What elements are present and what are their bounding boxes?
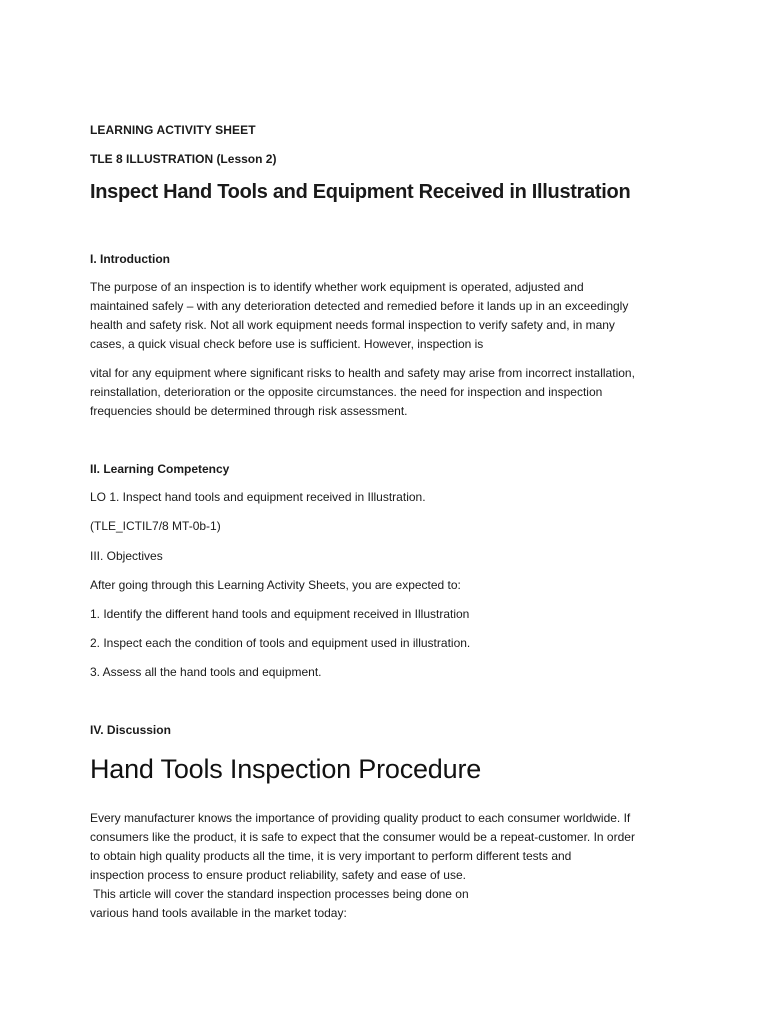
paragraph-line: inspection process to ensure product reliability, safety and ease of use. bbox=[90, 868, 466, 882]
document-title: Inspect Hand Tools and Equipment Received in Illustration bbox=[90, 181, 631, 203]
introduction-paragraph-2 bbox=[90, 364, 682, 421]
competency-code: (TLE_ICTIL7/8 MT-0b-1) bbox=[90, 519, 221, 533]
introduction-heading: I. Introduction bbox=[90, 252, 170, 266]
competency-heading: II. Learning Competency bbox=[90, 462, 230, 476]
lesson-label: TLE 8 ILLUSTRATION (Lesson 2) bbox=[90, 152, 277, 166]
objectives-heading: III. Objectives bbox=[90, 549, 163, 563]
objectives-intro: After going through this Learning Activity Sheets, you are expected to: bbox=[90, 578, 461, 592]
paragraph-line: health and safety risk. Not all work equipment needs formal inspection to verify safety and, in many bbox=[90, 318, 615, 332]
paragraph-line: to obtain high quality products all the time, it is very important to perform different tests and bbox=[90, 849, 572, 863]
paragraph-line: frequencies should be determined through risk assessment. bbox=[90, 404, 408, 418]
discussion-heading: IV. Discussion bbox=[90, 723, 171, 737]
paragraph-line: Every manufacturer knows the importance of providing quality product to each consumer worldwide. If bbox=[90, 811, 631, 825]
discussion-paragraph bbox=[90, 809, 682, 923]
paragraph-line: various hand tools available in the market today: bbox=[90, 906, 347, 920]
discussion-title: Hand Tools Inspection Procedure bbox=[90, 754, 482, 784]
paragraph-line: consumers like the product, it is safe to expect that the consumer would be a repeat-customer. In order bbox=[90, 830, 635, 844]
paragraph-line: vital for any equipment where significant risks to health and safety may arise from incorrect installation, bbox=[90, 366, 635, 380]
paragraph-line: reinstallation, deterioration or the opposite circumstances. the need for inspection and inspection bbox=[90, 385, 603, 399]
introduction-paragraph-1 bbox=[90, 278, 682, 354]
objective-item: 1. Identify the different hand tools and equipment received in Illustration bbox=[90, 607, 470, 621]
sheet-label: LEARNING ACTIVITY SHEET bbox=[90, 123, 256, 137]
paragraph-line: maintained safely – with any deterioration detected and remedied before it lands up in an exceedingly bbox=[90, 299, 629, 313]
paragraph-line: The purpose of an inspection is to identify whether work equipment is operated, adjusted and bbox=[90, 280, 584, 294]
paragraph-line: This article will cover the standard inspection processes being done on bbox=[90, 887, 469, 901]
paragraph-line: cases, a quick visual check before use is sufficient. However, inspection is bbox=[90, 337, 484, 351]
objective-item: 2. Inspect each the condition of tools and equipment used in illustration. bbox=[90, 636, 471, 650]
objective-item: 3. Assess all the hand tools and equipment. bbox=[90, 665, 322, 679]
learning-outcome: LO 1. Inspect hand tools and equipment received in Illustration. bbox=[90, 490, 426, 504]
